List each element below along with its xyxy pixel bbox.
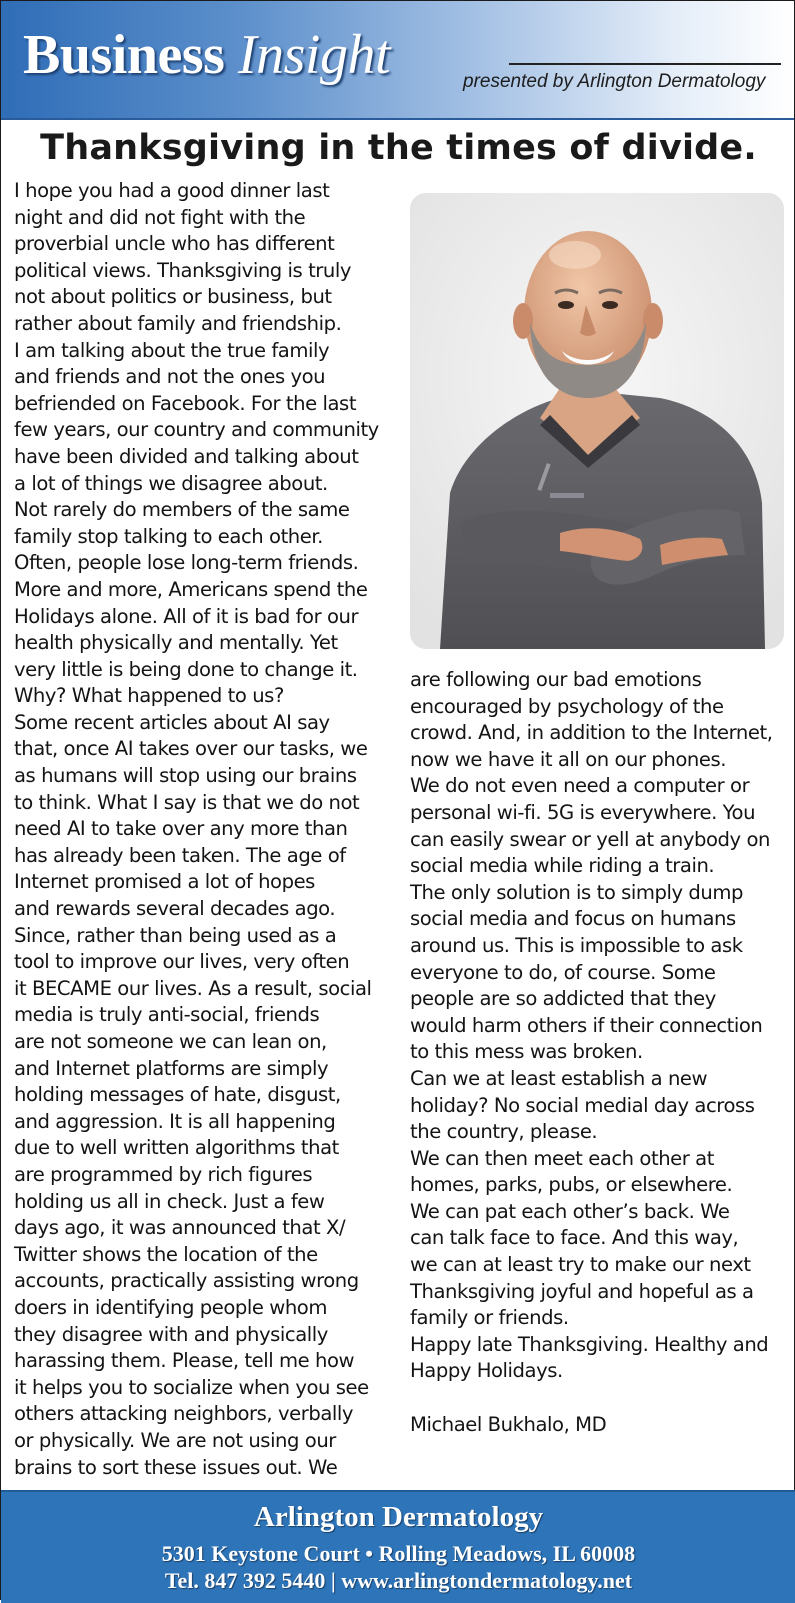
text-line: holding messages of hate, disgust, xyxy=(14,1083,341,1107)
text-line: need AI to take over any more than xyxy=(14,817,348,841)
text-line: few years, our country and community xyxy=(14,418,379,442)
text-line: and Internet platforms are simply xyxy=(14,1056,329,1080)
text-line: as humans will stop using our brains xyxy=(14,764,357,788)
text-line: political views. Thanksgiving is truly xyxy=(14,258,352,282)
text-line: I hope you had a good dinner last xyxy=(14,179,330,202)
text-line: now we have it all on our phones. xyxy=(410,747,726,771)
text-line: brains to sort these issues out. We xyxy=(14,1455,338,1479)
text-line: crowd. And, in addition to the Internet, xyxy=(410,721,773,745)
text-line: Since, rather than being used as a xyxy=(14,923,337,947)
text-line: accounts, practically assisting wrong xyxy=(14,1269,359,1293)
text-line: can talk face to face. And this way, xyxy=(410,1226,739,1250)
text-line: harassing them. Please, tell me how xyxy=(14,1349,355,1373)
header-divider xyxy=(509,63,781,65)
brand-italic: Insight xyxy=(237,24,390,86)
text-line: and aggression. It is all happening xyxy=(14,1109,336,1133)
text-line: Holidays alone. All of it is bad for our xyxy=(14,604,359,628)
text-line: others attacking neighbors, verbally xyxy=(14,1402,354,1426)
text-line: family stop talking to each other. xyxy=(14,524,323,548)
article-right-column xyxy=(410,667,790,1438)
text-line: are programmed by rich figures xyxy=(14,1162,313,1186)
text-line: are following our bad emotions xyxy=(410,668,702,691)
author-signature: Michael Bukhalo, MD xyxy=(410,1412,607,1436)
text-line: to this mess was broken. xyxy=(410,1040,643,1064)
text-line: very little is being done to change it. xyxy=(14,657,358,681)
text-line: they disagree with and physically xyxy=(14,1322,328,1346)
text-line: We can pat each other’s back. We xyxy=(410,1199,730,1223)
text-line: we can at least try to make our next xyxy=(410,1253,751,1277)
text-line: Happy late Thanksgiving. Healthy and xyxy=(410,1332,769,1356)
text-line: homes, parks, pubs, or elsewhere. xyxy=(410,1173,733,1197)
text-line: holding us all in check. Just a few xyxy=(14,1189,325,1213)
text-line: and friends and not the ones you xyxy=(14,365,326,389)
footer-address: 5301 Keystone Court • Rolling Meadows, IL 60008 xyxy=(161,1541,636,1566)
text-line: proverbial uncle who has different xyxy=(14,232,335,256)
text-line: people are so addicted that they xyxy=(410,987,716,1011)
signature-spacer xyxy=(410,1385,790,1412)
text-line: Why? What happened to us? xyxy=(14,684,284,708)
text-line: family or friends. xyxy=(410,1306,569,1330)
text-line: days ago, it was announced that X/ xyxy=(14,1216,346,1240)
text-line: We can then meet each other at xyxy=(410,1146,714,1170)
text-line: has already been taken. The age of xyxy=(14,843,346,867)
brand-logo xyxy=(23,24,390,86)
text-line: personal wi-fi. 5G is everywhere. You xyxy=(410,800,756,824)
text-line: social media while riding a train. xyxy=(410,854,715,878)
text-line: that, once AI takes over our tasks, we xyxy=(14,737,368,761)
text-line: a lot of things we disagree about. xyxy=(14,471,328,495)
doctor-photo xyxy=(410,193,784,649)
text-line: The only solution is to simply dump xyxy=(410,880,744,904)
footer-org-name: Arlington Dermatology xyxy=(253,1501,544,1533)
brand-main: Business xyxy=(23,24,225,86)
text-line: Thanksgiving joyful and hopeful as a xyxy=(410,1279,754,1303)
text-line: Often, people lose long-term friends. xyxy=(14,551,359,575)
text-line: can easily swear or yell at anybody on xyxy=(410,827,770,851)
text-line: are not someone we can lean on, xyxy=(14,1030,327,1053)
doctor-portrait-illustration xyxy=(410,193,784,649)
text-line: befriended on Facebook. For the last xyxy=(14,391,357,415)
text-line: due to well written algorithms that xyxy=(14,1136,339,1160)
text-line: Some recent articles about AI say xyxy=(14,710,330,734)
text-line: rather about family and friendship. xyxy=(14,311,342,335)
text-line: not about politics or business, but xyxy=(14,285,332,309)
text-line: or physically. We are not using our xyxy=(14,1428,336,1452)
text-line: the country, please. xyxy=(410,1120,598,1144)
text-line: everyone to do, of course. Some xyxy=(410,960,716,984)
text-line: encouraged by psychology of the xyxy=(410,694,724,718)
text-line: it helps you to socialize when you see xyxy=(14,1375,369,1399)
text-line: Not rarely do members of the same xyxy=(14,498,350,522)
text-line: I am talking about the true family xyxy=(14,338,330,362)
text-line: night and did not fight with the xyxy=(14,205,306,229)
text-line: media is truly anti-social, friends xyxy=(14,1003,320,1027)
text-line: doers in identifying people whom xyxy=(14,1295,327,1319)
text-line: tool to improve our lives, very often xyxy=(14,950,350,974)
text-line: and rewards several decades ago. xyxy=(14,897,336,921)
text-line: More and more, Americans spend the xyxy=(14,577,368,601)
text-line: social media and focus on humans xyxy=(410,907,736,931)
text-line: Twitter shows the location of the xyxy=(14,1242,318,1266)
text-line: Can we at least establish a new xyxy=(410,1066,708,1090)
text-line: it BECAME our lives. As a result, social xyxy=(14,976,372,1000)
text-line: We do not even need a computer or xyxy=(410,774,750,798)
footer-banner xyxy=(1,1490,795,1603)
text-line: Internet promised a lot of hopes xyxy=(14,870,315,894)
text-line: health physically and mentally. Yet xyxy=(14,631,338,655)
presented-by: presented by Arlington Dermatology xyxy=(463,71,766,92)
text-line: have been divided and talking about xyxy=(14,444,359,468)
article-left-column xyxy=(14,178,398,1481)
text-line: to think. What I say is that we do not xyxy=(14,790,360,814)
footer-contact: Tel. 847 392 5440 | www.arlingtondermatology.net xyxy=(164,1568,633,1593)
text-line: holiday? No social medial day across xyxy=(410,1093,755,1117)
header-banner xyxy=(1,1,794,120)
text-line: would harm others if their connection xyxy=(410,1013,763,1037)
article-title: Thanksgiving in the times of divide. xyxy=(40,128,757,168)
text-line: around us. This is impossible to ask xyxy=(410,933,743,957)
text-line: Happy Holidays. xyxy=(410,1359,563,1383)
